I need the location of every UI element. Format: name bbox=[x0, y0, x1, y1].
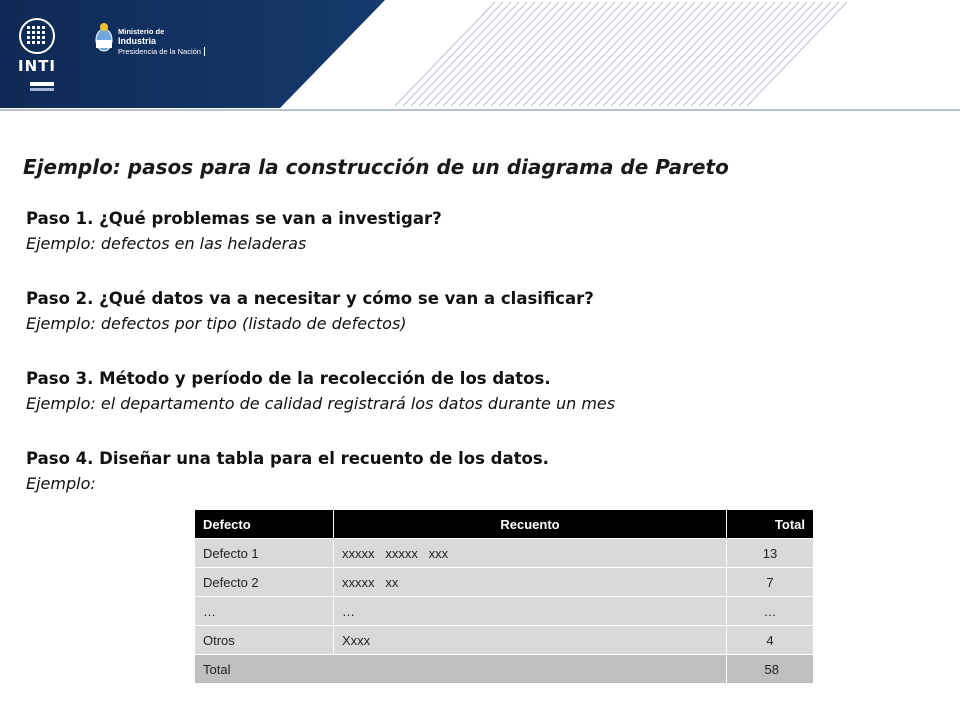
cell-total: 4 bbox=[727, 626, 814, 655]
cell-total: 13 bbox=[727, 539, 814, 568]
ministry-line3: Presidencia de la Nación bbox=[118, 47, 205, 56]
step-4-example: Ejemplo: bbox=[26, 474, 96, 493]
cell-tally: xxxxx xx bbox=[334, 568, 727, 597]
cell-defect: Defecto 1 bbox=[195, 539, 334, 568]
cell-total: 7 bbox=[727, 568, 814, 597]
ministry-line2: Industria bbox=[118, 36, 157, 46]
table-header-row bbox=[195, 510, 814, 539]
total-value: 58 bbox=[727, 655, 814, 684]
table-row bbox=[195, 539, 814, 568]
cell-tally: Xxxx bbox=[334, 626, 727, 655]
total-label: Total bbox=[195, 655, 727, 684]
steps-list bbox=[26, 206, 926, 496]
cell-tally: … bbox=[334, 597, 727, 626]
ministry-line1: Ministerio de bbox=[118, 27, 165, 36]
cell-total: … bbox=[727, 597, 814, 626]
step-1-title: Paso 1. ¿Qué problemas se van a investigar? bbox=[26, 209, 442, 228]
step-3-title: Paso 3. Método y período de la recolección de los datos. bbox=[26, 369, 551, 388]
diagonal-stripes bbox=[395, 2, 847, 106]
inti-logo-label: INTI bbox=[18, 57, 56, 75]
slide-title: Ejemplo: pasos para la construcción de un diagrama de Pareto bbox=[23, 155, 729, 179]
header-defecto: Defecto bbox=[195, 510, 334, 539]
step-2-example: Ejemplo: defectos por tipo (listado de defectos) bbox=[26, 314, 407, 333]
tally-table bbox=[194, 509, 814, 684]
step-1-example: Ejemplo: defectos en las heladeras bbox=[26, 234, 307, 253]
cell-defect: Defecto 2 bbox=[195, 568, 334, 597]
step-4-title: Paso 4. Diseñar una tabla para el recuento de los datos. bbox=[26, 449, 549, 468]
step-3-example: Ejemplo: el departamento de calidad registrará los datos durante un mes bbox=[26, 394, 616, 413]
ministry-logo bbox=[118, 27, 205, 56]
table-row bbox=[195, 626, 814, 655]
header-graphic bbox=[0, 0, 960, 115]
header-total: Total bbox=[727, 510, 814, 539]
cell-tally: xxxxx xxxxx xxx bbox=[334, 539, 727, 568]
table-row bbox=[195, 568, 814, 597]
header-recuento: Recuento bbox=[334, 510, 727, 539]
step-2-title: Paso 2. ¿Qué datos va a necesitar y cómo se van a clasificar? bbox=[26, 289, 594, 308]
cell-defect: Otros bbox=[195, 626, 334, 655]
table-total-row bbox=[195, 655, 814, 684]
cell-defect: … bbox=[195, 597, 334, 626]
header-banner bbox=[0, 0, 960, 115]
table-row bbox=[195, 597, 814, 626]
